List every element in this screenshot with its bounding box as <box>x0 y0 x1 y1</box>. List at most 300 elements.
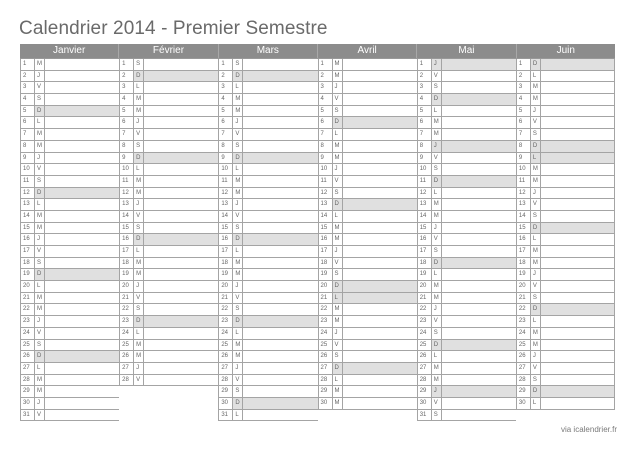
note-space[interactable] <box>540 304 614 315</box>
note-space[interactable] <box>540 234 614 245</box>
note-space[interactable] <box>540 129 614 140</box>
day-cell[interactable] <box>20 59 119 71</box>
day-cell[interactable] <box>318 82 417 94</box>
day-cell[interactable] <box>218 281 317 293</box>
day-cell[interactable] <box>20 269 119 281</box>
day-cell[interactable] <box>417 129 516 141</box>
note-space[interactable] <box>143 94 218 105</box>
day-cell[interactable] <box>516 153 615 165</box>
day-cell[interactable] <box>119 141 218 153</box>
note-space[interactable] <box>242 234 317 245</box>
note-space[interactable] <box>143 234 218 245</box>
note-space[interactable] <box>441 211 516 222</box>
note-space[interactable] <box>540 363 614 374</box>
day-cell[interactable] <box>516 316 615 328</box>
note-space[interactable] <box>143 129 218 140</box>
day-cell[interactable] <box>516 164 615 176</box>
day-cell[interactable] <box>516 94 615 106</box>
note-space[interactable] <box>342 164 417 175</box>
day-cell[interactable] <box>119 176 218 188</box>
note-space[interactable] <box>441 281 516 292</box>
note-space[interactable] <box>441 141 516 152</box>
note-space[interactable] <box>342 106 417 117</box>
note-space[interactable] <box>44 328 119 339</box>
note-space[interactable] <box>242 304 317 315</box>
note-space[interactable] <box>242 258 317 269</box>
day-cell[interactable] <box>20 293 119 305</box>
day-cell[interactable] <box>516 129 615 141</box>
day-cell[interactable] <box>119 153 218 165</box>
note-space[interactable] <box>342 223 417 234</box>
note-space[interactable] <box>540 82 614 93</box>
note-space[interactable] <box>540 375 614 386</box>
note-space[interactable] <box>342 141 417 152</box>
day-cell[interactable] <box>218 71 317 83</box>
day-cell[interactable] <box>417 59 516 71</box>
day-cell[interactable] <box>119 234 218 246</box>
day-cell[interactable] <box>20 211 119 223</box>
day-cell[interactable] <box>218 293 317 305</box>
note-space[interactable] <box>44 410 119 421</box>
note-space[interactable] <box>342 281 417 292</box>
note-space[interactable] <box>441 351 516 362</box>
note-space[interactable] <box>540 328 614 339</box>
day-cell[interactable] <box>516 258 615 270</box>
day-cell[interactable] <box>20 340 119 352</box>
day-cell[interactable] <box>218 304 317 316</box>
note-space[interactable] <box>342 117 417 128</box>
note-space[interactable] <box>540 211 614 222</box>
day-cell[interactable] <box>417 340 516 352</box>
day-cell[interactable] <box>119 71 218 83</box>
note-space[interactable] <box>441 234 516 245</box>
note-space[interactable] <box>441 199 516 210</box>
note-space[interactable] <box>540 153 614 164</box>
note-space[interactable] <box>242 351 317 362</box>
note-space[interactable] <box>441 153 516 164</box>
note-space[interactable] <box>242 410 317 421</box>
note-space[interactable] <box>342 59 417 70</box>
note-space[interactable] <box>44 234 119 245</box>
note-space[interactable] <box>540 269 614 280</box>
day-cell[interactable] <box>318 188 417 200</box>
day-cell[interactable] <box>417 188 516 200</box>
day-cell[interactable] <box>119 164 218 176</box>
day-cell[interactable] <box>20 375 119 387</box>
note-space[interactable] <box>242 281 317 292</box>
day-cell[interactable] <box>20 246 119 258</box>
note-space[interactable] <box>342 234 417 245</box>
note-space[interactable] <box>143 246 218 257</box>
note-space[interactable] <box>143 340 218 351</box>
note-space[interactable] <box>242 164 317 175</box>
day-cell[interactable] <box>318 129 417 141</box>
note-space[interactable] <box>342 269 417 280</box>
day-cell[interactable] <box>218 106 317 118</box>
day-cell[interactable] <box>417 375 516 387</box>
note-space[interactable] <box>143 59 218 70</box>
note-space[interactable] <box>242 211 317 222</box>
note-space[interactable] <box>540 106 614 117</box>
day-cell[interactable] <box>119 246 218 258</box>
note-space[interactable] <box>143 304 218 315</box>
day-cell[interactable] <box>119 363 218 375</box>
note-space[interactable] <box>143 199 218 210</box>
note-space[interactable] <box>342 351 417 362</box>
day-cell[interactable] <box>119 281 218 293</box>
day-cell[interactable] <box>516 304 615 316</box>
note-space[interactable] <box>540 199 614 210</box>
day-cell[interactable] <box>119 59 218 71</box>
day-cell[interactable] <box>119 304 218 316</box>
day-cell[interactable] <box>318 71 417 83</box>
note-space[interactable] <box>540 164 614 175</box>
day-cell[interactable] <box>318 106 417 118</box>
day-cell[interactable] <box>417 293 516 305</box>
day-cell[interactable] <box>516 328 615 340</box>
note-space[interactable] <box>441 258 516 269</box>
day-cell[interactable] <box>516 363 615 375</box>
note-space[interactable] <box>441 82 516 93</box>
day-cell[interactable] <box>318 363 417 375</box>
note-space[interactable] <box>342 363 417 374</box>
day-cell[interactable] <box>516 246 615 258</box>
note-space[interactable] <box>242 71 317 82</box>
day-cell[interactable] <box>20 82 119 94</box>
day-cell[interactable] <box>119 293 218 305</box>
day-cell[interactable] <box>516 117 615 129</box>
day-cell[interactable] <box>318 375 417 387</box>
day-cell[interactable] <box>417 281 516 293</box>
note-space[interactable] <box>540 117 614 128</box>
day-cell[interactable] <box>119 106 218 118</box>
day-cell[interactable] <box>417 328 516 340</box>
day-cell[interactable] <box>417 71 516 83</box>
day-cell[interactable] <box>318 398 417 410</box>
note-space[interactable] <box>143 211 218 222</box>
note-space[interactable] <box>143 328 218 339</box>
day-cell[interactable] <box>119 316 218 328</box>
note-space[interactable] <box>342 386 417 397</box>
note-space[interactable] <box>540 94 614 105</box>
day-cell[interactable] <box>417 94 516 106</box>
note-space[interactable] <box>441 386 516 397</box>
note-space[interactable] <box>143 141 218 152</box>
day-cell[interactable] <box>516 211 615 223</box>
day-cell[interactable] <box>119 223 218 235</box>
note-space[interactable] <box>342 199 417 210</box>
day-cell[interactable] <box>119 211 218 223</box>
day-cell[interactable] <box>318 328 417 340</box>
note-space[interactable] <box>242 398 317 409</box>
note-space[interactable] <box>540 340 614 351</box>
day-cell[interactable] <box>318 199 417 211</box>
note-space[interactable] <box>242 246 317 257</box>
day-cell[interactable] <box>119 94 218 106</box>
note-space[interactable] <box>143 269 218 280</box>
day-cell[interactable] <box>417 141 516 153</box>
note-space[interactable] <box>143 71 218 82</box>
note-space[interactable] <box>441 188 516 199</box>
day-cell[interactable] <box>516 340 615 352</box>
note-space[interactable] <box>143 281 218 292</box>
note-space[interactable] <box>44 176 119 187</box>
day-cell[interactable] <box>218 316 317 328</box>
note-space[interactable] <box>342 375 417 386</box>
note-space[interactable] <box>342 94 417 105</box>
note-space[interactable] <box>242 153 317 164</box>
note-space[interactable] <box>441 293 516 304</box>
note-space[interactable] <box>44 153 119 164</box>
day-cell[interactable] <box>318 293 417 305</box>
note-space[interactable] <box>342 129 417 140</box>
note-space[interactable] <box>242 117 317 128</box>
note-space[interactable] <box>143 223 218 234</box>
day-cell[interactable] <box>20 304 119 316</box>
day-cell[interactable] <box>516 176 615 188</box>
note-space[interactable] <box>44 82 119 93</box>
note-space[interactable] <box>44 211 119 222</box>
day-cell[interactable] <box>20 94 119 106</box>
day-cell[interactable] <box>318 141 417 153</box>
note-space[interactable] <box>143 258 218 269</box>
note-space[interactable] <box>242 199 317 210</box>
note-space[interactable] <box>441 106 516 117</box>
day-cell[interactable] <box>218 188 317 200</box>
note-space[interactable] <box>441 176 516 187</box>
day-cell[interactable] <box>20 316 119 328</box>
note-space[interactable] <box>441 223 516 234</box>
day-cell[interactable] <box>417 106 516 118</box>
day-cell[interactable] <box>516 351 615 363</box>
day-cell[interactable] <box>417 246 516 258</box>
note-space[interactable] <box>44 199 119 210</box>
note-space[interactable] <box>44 188 119 199</box>
day-cell[interactable] <box>417 223 516 235</box>
note-space[interactable] <box>44 106 119 117</box>
day-cell[interactable] <box>20 153 119 165</box>
note-space[interactable] <box>540 71 614 82</box>
day-cell[interactable] <box>218 340 317 352</box>
day-cell[interactable] <box>516 223 615 235</box>
note-space[interactable] <box>540 59 614 70</box>
note-space[interactable] <box>143 82 218 93</box>
note-space[interactable] <box>143 316 218 327</box>
note-space[interactable] <box>242 340 317 351</box>
note-space[interactable] <box>44 398 119 409</box>
day-cell[interactable] <box>20 106 119 118</box>
note-space[interactable] <box>242 293 317 304</box>
note-space[interactable] <box>342 211 417 222</box>
day-cell[interactable] <box>318 258 417 270</box>
note-space[interactable] <box>44 94 119 105</box>
note-space[interactable] <box>441 94 516 105</box>
note-space[interactable] <box>242 316 317 327</box>
day-cell[interactable] <box>417 316 516 328</box>
note-space[interactable] <box>342 188 417 199</box>
day-cell[interactable] <box>20 199 119 211</box>
note-space[interactable] <box>143 363 218 374</box>
note-space[interactable] <box>44 316 119 327</box>
day-cell[interactable] <box>20 234 119 246</box>
day-cell[interactable] <box>119 328 218 340</box>
note-space[interactable] <box>242 223 317 234</box>
day-cell[interactable] <box>516 398 615 410</box>
note-space[interactable] <box>44 304 119 315</box>
day-cell[interactable] <box>218 410 317 422</box>
note-space[interactable] <box>342 316 417 327</box>
day-cell[interactable] <box>318 281 417 293</box>
note-space[interactable] <box>242 129 317 140</box>
day-cell[interactable] <box>318 386 417 398</box>
note-space[interactable] <box>143 293 218 304</box>
note-space[interactable] <box>342 71 417 82</box>
day-cell[interactable] <box>119 129 218 141</box>
day-cell[interactable] <box>119 188 218 200</box>
note-space[interactable] <box>143 375 218 386</box>
note-space[interactable] <box>342 246 417 257</box>
note-space[interactable] <box>441 71 516 82</box>
note-space[interactable] <box>44 117 119 128</box>
note-space[interactable] <box>143 176 218 187</box>
note-space[interactable] <box>242 269 317 280</box>
day-cell[interactable] <box>218 129 317 141</box>
day-cell[interactable] <box>218 363 317 375</box>
note-space[interactable] <box>441 164 516 175</box>
day-cell[interactable] <box>218 211 317 223</box>
note-space[interactable] <box>242 363 317 374</box>
day-cell[interactable] <box>20 129 119 141</box>
day-cell[interactable] <box>417 304 516 316</box>
day-cell[interactable] <box>218 328 317 340</box>
day-cell[interactable] <box>318 340 417 352</box>
note-space[interactable] <box>441 363 516 374</box>
day-cell[interactable] <box>318 59 417 71</box>
day-cell[interactable] <box>20 71 119 83</box>
note-space[interactable] <box>242 375 317 386</box>
note-space[interactable] <box>540 398 614 409</box>
note-space[interactable] <box>242 106 317 117</box>
day-cell[interactable] <box>218 153 317 165</box>
day-cell[interactable] <box>516 281 615 293</box>
day-cell[interactable] <box>20 176 119 188</box>
note-space[interactable] <box>44 223 119 234</box>
day-cell[interactable] <box>318 223 417 235</box>
note-space[interactable] <box>44 258 119 269</box>
day-cell[interactable] <box>417 117 516 129</box>
note-space[interactable] <box>44 386 119 397</box>
day-cell[interactable] <box>417 258 516 270</box>
note-space[interactable] <box>540 188 614 199</box>
day-cell[interactable] <box>417 211 516 223</box>
note-space[interactable] <box>540 316 614 327</box>
note-space[interactable] <box>441 246 516 257</box>
note-space[interactable] <box>540 141 614 152</box>
day-cell[interactable] <box>417 234 516 246</box>
day-cell[interactable] <box>417 153 516 165</box>
note-space[interactable] <box>540 293 614 304</box>
day-cell[interactable] <box>516 82 615 94</box>
day-cell[interactable] <box>516 269 615 281</box>
note-space[interactable] <box>242 176 317 187</box>
day-cell[interactable] <box>119 199 218 211</box>
note-space[interactable] <box>540 258 614 269</box>
note-space[interactable] <box>44 164 119 175</box>
day-cell[interactable] <box>318 153 417 165</box>
day-cell[interactable] <box>417 82 516 94</box>
day-cell[interactable] <box>218 386 317 398</box>
day-cell[interactable] <box>218 199 317 211</box>
day-cell[interactable] <box>119 340 218 352</box>
day-cell[interactable] <box>417 269 516 281</box>
day-cell[interactable] <box>417 386 516 398</box>
note-space[interactable] <box>441 316 516 327</box>
day-cell[interactable] <box>218 117 317 129</box>
day-cell[interactable] <box>318 234 417 246</box>
note-space[interactable] <box>441 117 516 128</box>
note-space[interactable] <box>540 281 614 292</box>
note-space[interactable] <box>44 340 119 351</box>
day-cell[interactable] <box>417 176 516 188</box>
day-cell[interactable] <box>119 258 218 270</box>
note-space[interactable] <box>143 188 218 199</box>
note-space[interactable] <box>342 82 417 93</box>
note-space[interactable] <box>44 293 119 304</box>
day-cell[interactable] <box>20 164 119 176</box>
day-cell[interactable] <box>20 386 119 398</box>
day-cell[interactable] <box>318 117 417 129</box>
day-cell[interactable] <box>218 258 317 270</box>
day-cell[interactable] <box>119 269 218 281</box>
day-cell[interactable] <box>417 164 516 176</box>
day-cell[interactable] <box>218 59 317 71</box>
day-cell[interactable] <box>20 410 119 422</box>
note-space[interactable] <box>342 304 417 315</box>
note-space[interactable] <box>143 153 218 164</box>
day-cell[interactable] <box>318 164 417 176</box>
day-cell[interactable] <box>318 269 417 281</box>
day-cell[interactable] <box>218 176 317 188</box>
day-cell[interactable] <box>318 94 417 106</box>
note-space[interactable] <box>242 94 317 105</box>
note-space[interactable] <box>342 398 417 409</box>
note-space[interactable] <box>441 269 516 280</box>
day-cell[interactable] <box>20 351 119 363</box>
day-cell[interactable] <box>516 188 615 200</box>
day-cell[interactable] <box>218 398 317 410</box>
day-cell[interactable] <box>20 141 119 153</box>
note-space[interactable] <box>44 59 119 70</box>
note-space[interactable] <box>441 304 516 315</box>
note-space[interactable] <box>143 106 218 117</box>
day-cell[interactable] <box>20 328 119 340</box>
note-space[interactable] <box>143 164 218 175</box>
day-cell[interactable] <box>218 269 317 281</box>
note-space[interactable] <box>242 188 317 199</box>
note-space[interactable] <box>441 340 516 351</box>
day-cell[interactable] <box>516 71 615 83</box>
note-space[interactable] <box>44 351 119 362</box>
day-cell[interactable] <box>218 82 317 94</box>
day-cell[interactable] <box>516 59 615 71</box>
note-space[interactable] <box>143 351 218 362</box>
day-cell[interactable] <box>20 398 119 410</box>
day-cell[interactable] <box>516 375 615 387</box>
note-space[interactable] <box>44 129 119 140</box>
note-space[interactable] <box>242 82 317 93</box>
note-space[interactable] <box>44 246 119 257</box>
note-space[interactable] <box>540 176 614 187</box>
